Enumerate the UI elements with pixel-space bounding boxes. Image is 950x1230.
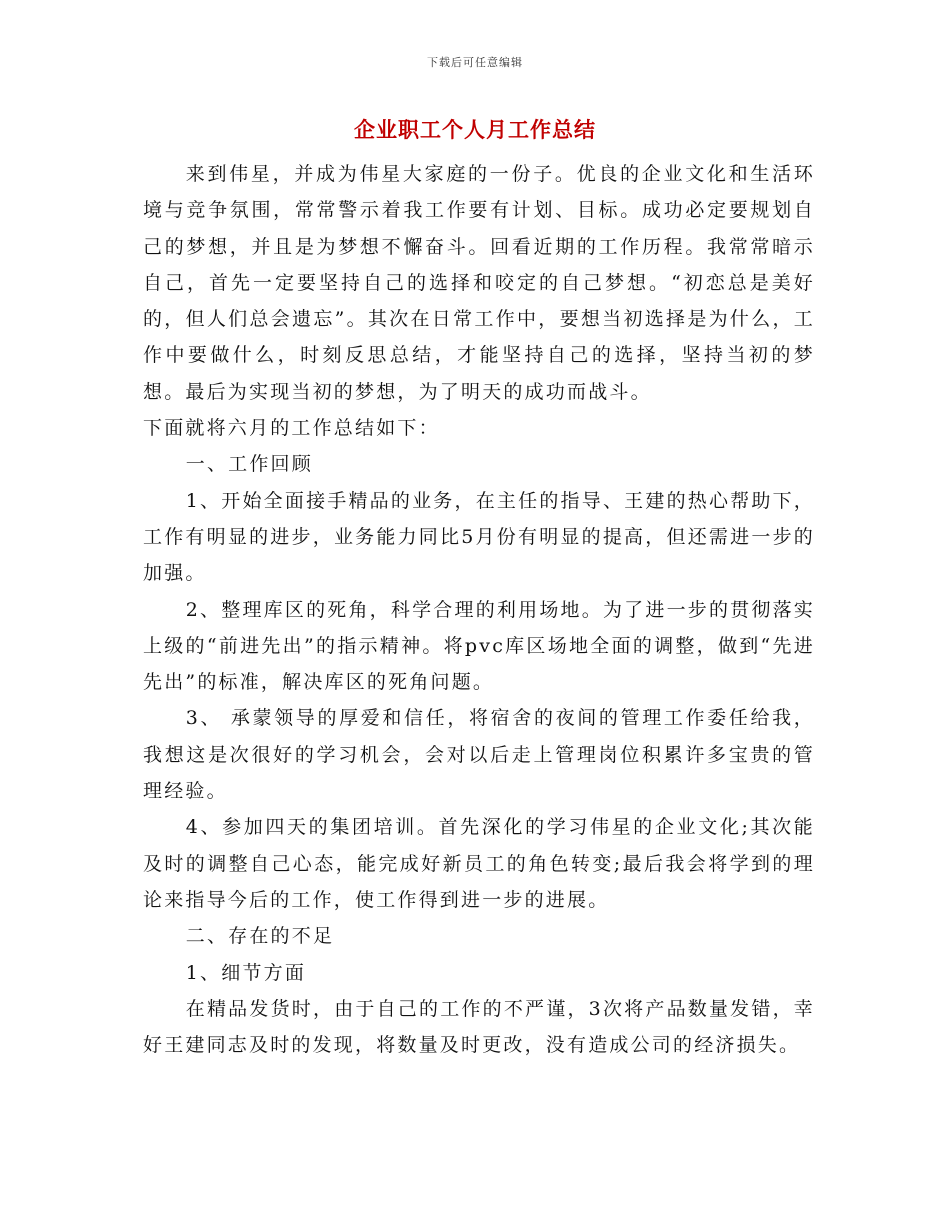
document-title: 企业职工个人月工作总结 [354,117,596,142]
section-heading-review: 一、工作回顾 [185,453,313,476]
details-paragraph: 在精品发货时，由于自己的工作的不严谨，3次将产品数量发错，幸好王建同志及时的发现，将数量及时更改，没有造成公司的经济损失。 [143,997,815,1057]
review-item-2: 2、整理库区的死角，科学合理的利用场地。为了进一步的贯彻落实上级的“前进先出”的指示精神。将pvc库区场地全面的调整，做到“先进先出”的标准，解决库区的死角问题。 [143,598,815,694]
intro-paragraph: 来到伟星，并成为伟星大家庭的一份子。优良的企业文化和生活环境与竞争氛围，常常警示着我工作要有计划、目标。成功必定要规划自己的梦想，并且是为梦想不懈奋斗。回看近期的工作历程。我常常暗示自己，首先一定要坚持自己的选择和咬定的自己梦想。“初恋总是美好的，但人们总会遗忘”。其次在日常工作中，要想当初选择是为什么，工作中要做什么，时刻反思总结，才能坚持自己的选择，坚持当初的梦想。最后为实现当初的梦想，为了明天的成功而战斗。 [143,163,815,403]
review-item-1: 1、开始全面接手精品的业务，在主任的指导、王建的热心帮助下，工作有明显的进步，业务能力同比5月份有明显的提高，但还需进一步的加强。 [143,489,815,585]
document-body [143,156,815,1063]
section-heading-shortcomings: 二、存在的不足 [185,925,335,948]
page-header-note: 下载后可任意编辑 [427,56,523,69]
subsection-heading-details: 1、细节方面 [185,961,307,984]
review-item-4: 4、参加四天的集团培训。首先深化的学习伟星的企业文化;其次能及时的调整自己心态，能完成好新员工的角色转变;最后我会将学到的理论来指导今后的工作，使工作得到进一步的进展。 [143,816,815,911]
review-item-3: 3、 承蒙领导的厚爱和信任，将宿舍的夜间的管理工作委任给我，我想这是次很好的学习机会，会对以后走上管理岗位积累许多宝贵的管理经验。 [143,707,815,803]
summary-lead-paragraph: 下面就将六月的工作总结如下： [143,417,440,440]
